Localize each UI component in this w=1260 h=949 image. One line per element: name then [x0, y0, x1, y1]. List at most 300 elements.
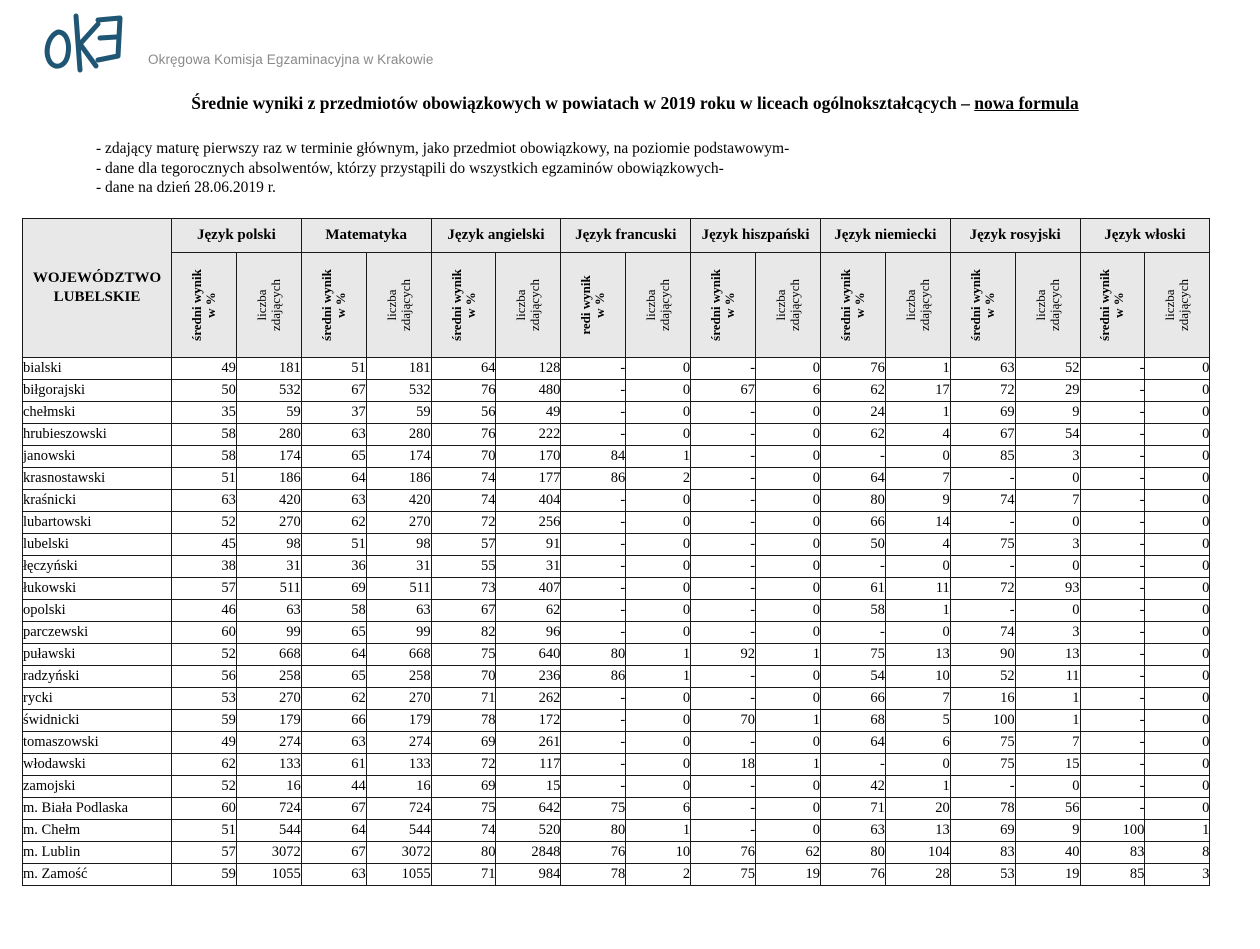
- count-cell: 0: [1145, 666, 1210, 688]
- score-label-line2: w %: [202, 292, 218, 318]
- count-cell: 0: [756, 578, 821, 600]
- table-row: [23, 358, 1210, 380]
- score-cell: 37: [301, 402, 366, 424]
- score-cell: 80: [561, 644, 626, 666]
- count-cell: 270: [236, 512, 301, 534]
- score-column-label: [579, 275, 607, 334]
- count-cell: 186: [236, 468, 301, 490]
- score-cell: 64: [820, 468, 885, 490]
- subject-header: Matematyka: [301, 219, 431, 253]
- table-row: [23, 556, 1210, 578]
- score-column-header: [301, 253, 366, 358]
- subject-header: Język niemiecki: [820, 219, 950, 253]
- score-cell: -: [561, 776, 626, 798]
- count-cell: 0: [1015, 468, 1080, 490]
- count-label-line1: liczba: [1162, 289, 1178, 321]
- count-cell: 170: [496, 446, 561, 468]
- count-cell: 0: [1145, 578, 1210, 600]
- score-cell: 52: [950, 666, 1015, 688]
- count-cell: 40: [1015, 842, 1080, 864]
- table-row: [23, 424, 1210, 446]
- score-cell: 52: [172, 644, 237, 666]
- score-cell: -: [1080, 556, 1145, 578]
- district-name-cell: m. Zamość: [23, 864, 172, 886]
- count-cell: 0: [626, 380, 691, 402]
- count-cell: 0: [1145, 798, 1210, 820]
- count-cell: 520: [496, 820, 561, 842]
- count-cell: 56: [1015, 798, 1080, 820]
- count-cell: 8: [1145, 842, 1210, 864]
- score-cell: 69: [950, 402, 1015, 424]
- score-cell: 67: [301, 380, 366, 402]
- count-cell: 544: [366, 820, 431, 842]
- count-cell: 99: [366, 622, 431, 644]
- oke-logo: [40, 8, 130, 74]
- score-cell: 49: [172, 358, 237, 380]
- count-cell: 3: [1015, 622, 1080, 644]
- table-row: [23, 380, 1210, 402]
- score-cell: 85: [1080, 864, 1145, 886]
- district-name-cell: m. Lublin: [23, 842, 172, 864]
- score-cell: -: [561, 358, 626, 380]
- score-cell: 100: [1080, 820, 1145, 842]
- count-column-header: [1015, 253, 1080, 358]
- note-item: - dane dla tegorocznych absolwentów, którzy przystąpili do wszystkich egzaminów obowiązkowych-: [96, 159, 724, 177]
- score-cell: 70: [431, 666, 496, 688]
- count-column-header: [885, 253, 950, 358]
- score-cell: -: [691, 468, 756, 490]
- score-column-header: [561, 253, 626, 358]
- count-cell: 179: [236, 710, 301, 732]
- count-cell: 0: [756, 622, 821, 644]
- count-cell: 0: [626, 754, 691, 776]
- score-cell: 53: [172, 688, 237, 710]
- table-row: [23, 402, 1210, 424]
- count-cell: 0: [1145, 358, 1210, 380]
- score-cell: 58: [301, 600, 366, 622]
- table-row: [23, 644, 1210, 666]
- score-cell: 76: [561, 842, 626, 864]
- count-cell: 1: [885, 358, 950, 380]
- score-cell: 69: [301, 578, 366, 600]
- score-cell: -: [561, 490, 626, 512]
- subject-header: Język włoski: [1080, 219, 1210, 253]
- count-cell: 31: [366, 556, 431, 578]
- count-cell: 280: [236, 424, 301, 446]
- count-cell: 62: [496, 600, 561, 622]
- count-cell: 7: [1015, 490, 1080, 512]
- score-cell: -: [691, 358, 756, 380]
- count-column-header: [236, 253, 301, 358]
- score-cell: 59: [172, 864, 237, 886]
- score-cell: -: [691, 666, 756, 688]
- table-row: [23, 864, 1210, 886]
- score-cell: 66: [301, 710, 366, 732]
- count-cell: 104: [885, 842, 950, 864]
- count-cell: 274: [366, 732, 431, 754]
- count-cell: 0: [756, 732, 821, 754]
- count-column-label: [1163, 279, 1191, 331]
- count-cell: 0: [1145, 512, 1210, 534]
- count-cell: 256: [496, 512, 561, 534]
- score-cell: 64: [301, 644, 366, 666]
- table-row: [23, 512, 1210, 534]
- count-cell: 7: [1015, 732, 1080, 754]
- score-cell: 74: [950, 622, 1015, 644]
- district-name-cell: opolski: [23, 600, 172, 622]
- score-cell: -: [691, 776, 756, 798]
- count-label-line1: liczba: [383, 289, 399, 321]
- score-cell: 24: [820, 402, 885, 424]
- table-row: [23, 820, 1210, 842]
- count-cell: 128: [496, 358, 561, 380]
- score-cell: 67: [691, 380, 756, 402]
- region-header: [23, 219, 172, 358]
- score-cell: -: [561, 424, 626, 446]
- count-cell: 0: [626, 358, 691, 380]
- score-cell: 100: [950, 710, 1015, 732]
- count-cell: 0: [626, 732, 691, 754]
- count-cell: 0: [1015, 776, 1080, 798]
- count-cell: 1: [756, 754, 821, 776]
- count-cell: 9: [1015, 402, 1080, 424]
- score-cell: 60: [172, 798, 237, 820]
- count-cell: 1: [626, 446, 691, 468]
- table-row: [23, 710, 1210, 732]
- score-label-line2: w %: [981, 292, 997, 318]
- count-cell: 0: [756, 358, 821, 380]
- score-label-line2: w %: [722, 292, 738, 318]
- score-cell: 51: [301, 534, 366, 556]
- score-cell: 78: [431, 710, 496, 732]
- score-cell: 42: [820, 776, 885, 798]
- score-cell: 61: [301, 754, 366, 776]
- count-cell: 0: [1015, 556, 1080, 578]
- score-cell: -: [1080, 600, 1145, 622]
- score-cell: -: [691, 578, 756, 600]
- count-cell: 98: [236, 534, 301, 556]
- count-column-label: [255, 279, 283, 331]
- organization-name: Okręgowa Komisja Egzaminacyjna w Krakowie: [148, 52, 434, 67]
- score-cell: -: [1080, 754, 1145, 776]
- score-label-line2: w %: [851, 292, 867, 318]
- count-cell: 1: [626, 666, 691, 688]
- count-column-header: [626, 253, 691, 358]
- score-cell: 62: [820, 424, 885, 446]
- count-cell: 407: [496, 578, 561, 600]
- score-cell: 80: [431, 842, 496, 864]
- count-cell: 0: [756, 468, 821, 490]
- score-cell: 57: [431, 534, 496, 556]
- score-cell: -: [1080, 710, 1145, 732]
- score-cell: 36: [301, 556, 366, 578]
- score-cell: 51: [172, 820, 237, 842]
- score-cell: 70: [691, 710, 756, 732]
- score-cell: 69: [950, 820, 1015, 842]
- count-cell: 0: [756, 490, 821, 512]
- subject-header: Język angielski: [431, 219, 561, 253]
- count-cell: 0: [626, 600, 691, 622]
- score-cell: 63: [950, 358, 1015, 380]
- count-cell: 0: [1145, 424, 1210, 446]
- score-cell: 70: [431, 446, 496, 468]
- count-cell: 0: [756, 556, 821, 578]
- count-cell: 2848: [496, 842, 561, 864]
- table-row: [23, 446, 1210, 468]
- count-cell: 9: [1015, 820, 1080, 842]
- count-cell: 0: [626, 512, 691, 534]
- score-cell: 74: [431, 490, 496, 512]
- score-cell: -: [691, 798, 756, 820]
- count-cell: 133: [236, 754, 301, 776]
- count-cell: 0: [885, 754, 950, 776]
- score-cell: 67: [431, 600, 496, 622]
- score-label-line2: w %: [332, 292, 348, 318]
- note-item: - zdający maturę pierwszy raz w terminie głównym, jako przedmiot obowiązkowy, na poziomie podstawowym-: [96, 140, 790, 157]
- count-cell: 0: [626, 622, 691, 644]
- score-cell: -: [820, 446, 885, 468]
- count-cell: 13: [1015, 644, 1080, 666]
- table-row: [23, 842, 1210, 864]
- score-cell: -: [691, 622, 756, 644]
- district-name-cell: kraśnicki: [23, 490, 172, 512]
- count-cell: 9: [885, 490, 950, 512]
- score-cell: 62: [301, 688, 366, 710]
- score-cell: 44: [301, 776, 366, 798]
- score-cell: -: [691, 600, 756, 622]
- count-cell: 258: [236, 666, 301, 688]
- score-cell: 76: [820, 358, 885, 380]
- district-name-cell: bialski: [23, 358, 172, 380]
- table-row: [23, 468, 1210, 490]
- count-cell: 31: [496, 556, 561, 578]
- score-cell: 74: [950, 490, 1015, 512]
- score-cell: -: [561, 380, 626, 402]
- count-cell: 511: [236, 578, 301, 600]
- district-name-cell: tomaszowski: [23, 732, 172, 754]
- count-cell: 14: [885, 512, 950, 534]
- count-cell: 0: [1145, 600, 1210, 622]
- score-cell: -: [950, 600, 1015, 622]
- count-cell: 1055: [236, 864, 301, 886]
- count-cell: 0: [756, 424, 821, 446]
- score-cell: -: [1080, 578, 1145, 600]
- score-cell: 75: [431, 798, 496, 820]
- subject-header: Język hiszpański: [691, 219, 821, 253]
- count-cell: 10: [626, 842, 691, 864]
- score-cell: -: [561, 688, 626, 710]
- count-cell: 0: [626, 556, 691, 578]
- district-name-cell: hrubieszowski: [23, 424, 172, 446]
- score-cell: -: [561, 578, 626, 600]
- score-cell: -: [691, 446, 756, 468]
- score-cell: -: [691, 688, 756, 710]
- count-cell: 480: [496, 380, 561, 402]
- count-cell: 236: [496, 666, 561, 688]
- score-cell: 63: [820, 820, 885, 842]
- count-cell: 0: [1145, 776, 1210, 798]
- table-row: [23, 600, 1210, 622]
- score-cell: 78: [950, 798, 1015, 820]
- score-cell: 83: [1080, 842, 1145, 864]
- score-cell: -: [1080, 732, 1145, 754]
- count-cell: 1055: [366, 864, 431, 886]
- score-label-line1: średni wynik: [708, 269, 724, 341]
- score-cell: 58: [172, 424, 237, 446]
- count-cell: 0: [1145, 644, 1210, 666]
- count-column-label: [514, 279, 542, 331]
- count-cell: 3072: [366, 842, 431, 864]
- score-cell: 67: [301, 798, 366, 820]
- count-cell: 7: [885, 688, 950, 710]
- count-cell: 4: [885, 424, 950, 446]
- count-cell: 222: [496, 424, 561, 446]
- count-cell: 0: [626, 776, 691, 798]
- count-cell: 1: [885, 600, 950, 622]
- count-cell: 0: [756, 402, 821, 424]
- score-cell: 45: [172, 534, 237, 556]
- count-cell: 274: [236, 732, 301, 754]
- count-cell: 52: [1015, 358, 1080, 380]
- score-cell: 54: [820, 666, 885, 688]
- district-name-cell: łukowski: [23, 578, 172, 600]
- score-cell: 64: [431, 358, 496, 380]
- count-cell: 91: [496, 534, 561, 556]
- score-cell: 78: [561, 864, 626, 886]
- count-cell: 1: [885, 776, 950, 798]
- score-cell: -: [1080, 644, 1145, 666]
- count-cell: 117: [496, 754, 561, 776]
- count-cell: 3: [1015, 446, 1080, 468]
- count-cell: 0: [1015, 512, 1080, 534]
- document-title: [0, 93, 1260, 114]
- score-cell: 66: [820, 512, 885, 534]
- count-column-header: [756, 253, 821, 358]
- count-cell: 6: [626, 798, 691, 820]
- score-cell: 50: [172, 380, 237, 402]
- score-cell: 64: [301, 820, 366, 842]
- count-cell: 420: [366, 490, 431, 512]
- score-column-label: [839, 269, 867, 341]
- count-cell: 10: [885, 666, 950, 688]
- count-cell: 59: [236, 402, 301, 424]
- count-cell: 0: [885, 622, 950, 644]
- table-row: [23, 798, 1210, 820]
- score-cell: -: [950, 468, 1015, 490]
- district-name-cell: m. Chełm: [23, 820, 172, 842]
- count-label-line1: liczba: [772, 289, 788, 321]
- count-cell: 0: [756, 666, 821, 688]
- score-label-line1: średni wynik: [967, 269, 983, 341]
- count-cell: 0: [1145, 622, 1210, 644]
- score-cell: 67: [950, 424, 1015, 446]
- count-cell: 63: [366, 600, 431, 622]
- score-cell: 74: [431, 468, 496, 490]
- score-cell: -: [1080, 358, 1145, 380]
- count-cell: 0: [1145, 534, 1210, 556]
- count-label-line2: zdających: [1046, 279, 1062, 331]
- district-name-cell: radzyński: [23, 666, 172, 688]
- score-cell: 86: [561, 468, 626, 490]
- count-label-line1: liczba: [1032, 289, 1048, 321]
- count-cell: 270: [366, 512, 431, 534]
- count-cell: 0: [626, 688, 691, 710]
- count-cell: 174: [236, 446, 301, 468]
- count-cell: 6: [885, 732, 950, 754]
- count-cell: 1: [885, 402, 950, 424]
- score-cell: -: [561, 534, 626, 556]
- score-cell: 64: [301, 468, 366, 490]
- district-name-cell: krasnostawski: [23, 468, 172, 490]
- count-cell: 179: [366, 710, 431, 732]
- table-row: [23, 688, 1210, 710]
- score-cell: 72: [431, 754, 496, 776]
- score-cell: -: [1080, 490, 1145, 512]
- count-cell: 1: [626, 820, 691, 842]
- count-column-header: [496, 253, 561, 358]
- score-cell: 75: [691, 864, 756, 886]
- score-cell: -: [691, 556, 756, 578]
- district-name-cell: janowski: [23, 446, 172, 468]
- count-cell: 0: [1145, 490, 1210, 512]
- count-cell: 19: [1015, 864, 1080, 886]
- notes-list: [96, 139, 789, 198]
- table-row: [23, 490, 1210, 512]
- count-cell: 3: [1015, 534, 1080, 556]
- count-cell: 20: [885, 798, 950, 820]
- count-cell: 0: [756, 600, 821, 622]
- count-cell: 642: [496, 798, 561, 820]
- count-cell: 1: [756, 644, 821, 666]
- score-cell: 76: [691, 842, 756, 864]
- count-cell: 984: [496, 864, 561, 886]
- table-row: [23, 776, 1210, 798]
- score-label-line1: średni wynik: [318, 269, 334, 341]
- count-cell: 262: [496, 688, 561, 710]
- score-cell: 83: [950, 842, 1015, 864]
- score-cell: -: [1080, 688, 1145, 710]
- score-cell: 63: [301, 732, 366, 754]
- count-cell: 98: [366, 534, 431, 556]
- subject-header: Język rosyjski: [950, 219, 1080, 253]
- score-cell: 67: [301, 842, 366, 864]
- score-cell: -: [691, 490, 756, 512]
- score-cell: 62: [301, 512, 366, 534]
- score-column-header: [691, 253, 756, 358]
- count-cell: 4: [885, 534, 950, 556]
- document-title-main: Średnie wyniki z przedmiotów obowiązkowych w powiatach w 2019 roku w liceach ogólnokształcących –: [191, 93, 975, 113]
- count-cell: 29: [1015, 380, 1080, 402]
- score-cell: -: [561, 622, 626, 644]
- score-column-label: [190, 269, 218, 341]
- count-cell: 13: [885, 820, 950, 842]
- score-cell: 16: [950, 688, 1015, 710]
- count-cell: 63: [236, 600, 301, 622]
- score-cell: 63: [172, 490, 237, 512]
- count-label-line2: zdających: [267, 279, 283, 331]
- score-cell: 71: [820, 798, 885, 820]
- score-column-label: [320, 269, 348, 341]
- score-cell: 61: [820, 578, 885, 600]
- score-cell: 72: [431, 512, 496, 534]
- score-cell: 75: [820, 644, 885, 666]
- count-cell: 3: [1145, 864, 1210, 886]
- score-cell: 52: [172, 776, 237, 798]
- score-cell: -: [561, 402, 626, 424]
- count-cell: 0: [756, 798, 821, 820]
- count-cell: 177: [496, 468, 561, 490]
- district-name-cell: rycki: [23, 688, 172, 710]
